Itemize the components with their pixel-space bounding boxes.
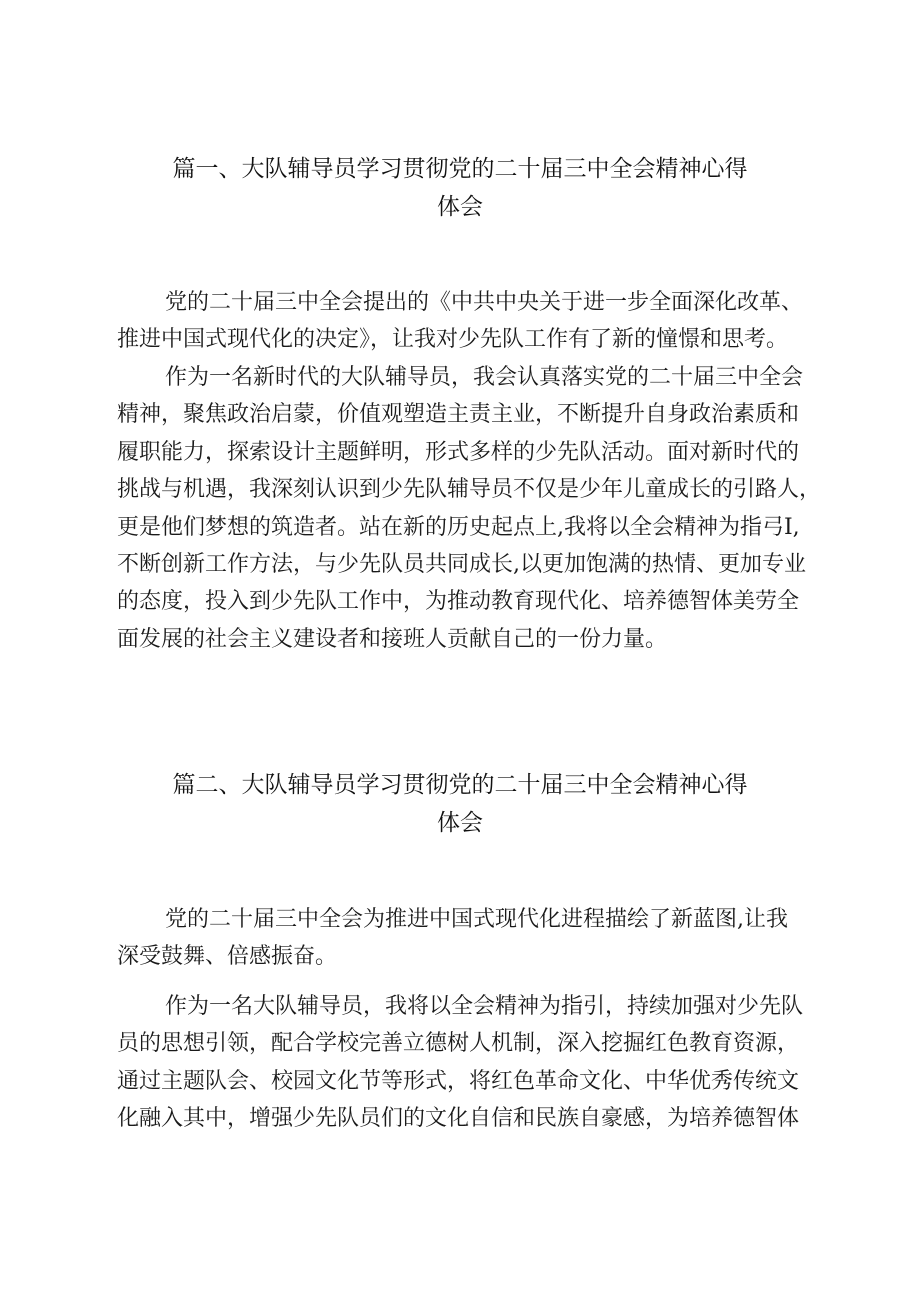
paragraph-line: 通过主题队会、校园文化节等形式，将红色革命文化、中华优秀传统文 [117, 1068, 800, 1094]
paragraph-line: 党的二十届三中全会提出的《中共中央关于进一步全面深化改革、 [165, 290, 804, 315]
paragraph-line: 挑战与机遇，我深刻认识到少先队辅导员不仅是少年儿童成长的引路人， [117, 477, 822, 503]
paragraph-line: 面发展的社会主义建设者和接班人贡献自己的一份力量。 [117, 626, 668, 652]
paragraph-line: 的态度，投入到少先队工作中，为推动教育现代化、培养德智体美劳全 [117, 589, 800, 615]
paragraph-line: 推进中国式现代化的决定》，让我对少先队工作有了新的憧憬和思考。 [117, 327, 789, 353]
section-2-paragraph-1 [117, 901, 837, 976]
paragraph-line: 不断创新工作方法，与少先队员共同成长,以更加饱满的热情、更加专业 [117, 552, 806, 578]
paragraph-line: 更是他们梦想的筑造者。站在新的历史起点上,我将以全会精神为指弓I, [117, 514, 800, 540]
paragraph-line: 作为一名大队辅导员，我将以全会精神为指引，持续加强对少先队 [165, 994, 804, 1019]
section-1-title-line-2: 体会 [437, 194, 483, 220]
paragraph-line: 作为一名新时代的大队辅导员，我会认真落实党的二十届三中全会 [165, 365, 804, 390]
section-1-paragraph-2 [117, 359, 837, 658]
paragraph-line: 履职能力，探索设计主题鲜明，形式多样的少先队活动。面对新时代的 [117, 439, 800, 465]
section-2-paragraph-2 [117, 988, 837, 1138]
paragraph-line: 化融入其中，增强少先队员们的文化自信和民族自豪感，为培养德智体 [117, 1106, 800, 1132]
section-1-paragraph-1 [117, 284, 837, 359]
section-1-title-line-1: 篇一、大队辅导员学习贯彻党的二十届三中全会精神心得 [172, 156, 748, 182]
section-2-title-line-2: 体会 [437, 810, 483, 836]
paragraph-line: 员的思想引领，配合学校完善立德树人机制，深入挖掘红色教育资源， [117, 1031, 800, 1057]
paragraph-line: 精神，聚焦政治启蒙，价值观塑造主责主业，不断提升自身政治素质和 [117, 402, 800, 428]
section-2-title-line-1: 篇二、大队辅导员学习贯彻党的二十届三中全会精神心得 [172, 772, 748, 798]
section-2-title [100, 766, 820, 842]
section-1-title [100, 150, 820, 226]
paragraph-line: 深受鼓舞、倍感振奋。 [117, 944, 338, 970]
paragraph-line: 党的二十届三中全会为推进中国式现代化进程描绘了新蓝图,让我 [165, 907, 788, 932]
